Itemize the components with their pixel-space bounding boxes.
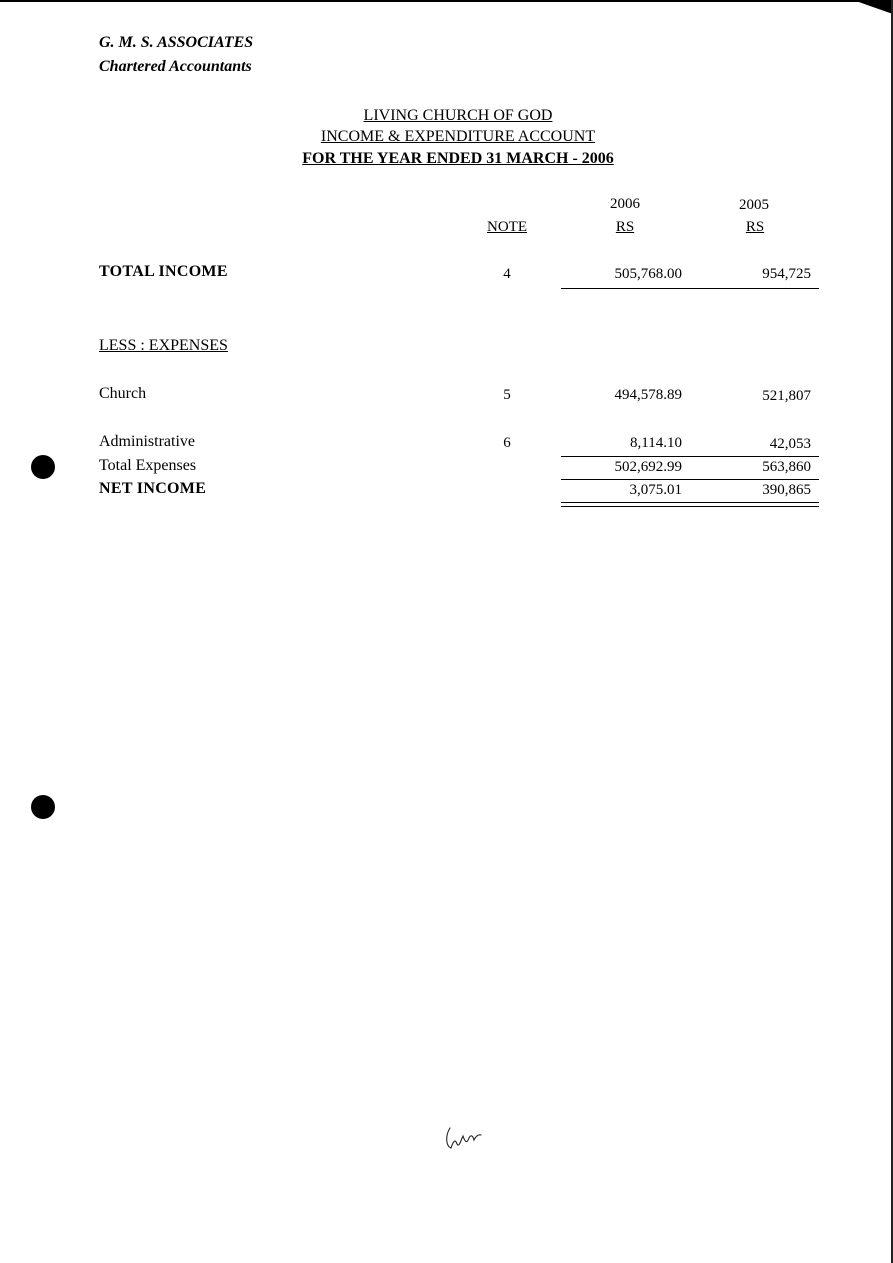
total-expenses-2006: 502,692.99 bbox=[614, 459, 682, 475]
total-income-label: TOTAL INCOME bbox=[99, 263, 228, 280]
year-2005-header: 2005 bbox=[739, 197, 769, 213]
church-2006: 494,578.89 bbox=[614, 387, 682, 403]
total-income-note: 4 bbox=[503, 266, 511, 282]
net-income-double-rule-top bbox=[561, 502, 819, 503]
administrative-label: Administrative bbox=[99, 433, 195, 450]
net-income-label: NET INCOME bbox=[99, 480, 207, 497]
total-expenses-2005: 563,860 bbox=[762, 459, 811, 475]
administrative-2005: 42,053 bbox=[769, 436, 811, 452]
punch-hole-lower bbox=[31, 795, 55, 819]
statement-title-entity: LIVING CHURCH OF GOD bbox=[363, 107, 553, 124]
statement-title-period: FOR THE YEAR ENDED 31 MARCH - 2006 bbox=[302, 150, 614, 167]
total-income-2006: 505,768.00 bbox=[614, 266, 682, 282]
currency-2005-header: RS bbox=[745, 219, 765, 235]
total-expenses-label: Total Expenses bbox=[99, 457, 197, 474]
firm-name: G. M. S. ASSOCIATES bbox=[99, 34, 254, 51]
administrative-2006: 8,114.10 bbox=[630, 435, 682, 451]
administrative-rule bbox=[561, 456, 819, 457]
note-header: NOTE bbox=[487, 219, 527, 235]
net-income-2006: 3,075.01 bbox=[629, 482, 682, 498]
statement-title-type: INCOME & EXPENDITURE ACCOUNT bbox=[320, 128, 596, 145]
punch-hole-upper bbox=[31, 455, 55, 479]
less-expenses-heading: LESS : EXPENSES bbox=[99, 337, 228, 354]
year-2006-header: 2006 bbox=[610, 196, 640, 212]
total-income-2005: 954,725 bbox=[762, 266, 811, 282]
administrative-note: 6 bbox=[503, 435, 511, 451]
handwritten-signature bbox=[440, 1118, 490, 1158]
firm-subtitle: Chartered Accountants bbox=[99, 58, 252, 75]
church-label: Church bbox=[99, 385, 147, 402]
net-income-2005: 390,865 bbox=[762, 482, 811, 498]
net-income-double-rule-bottom bbox=[561, 506, 819, 507]
church-2005: 521,807 bbox=[762, 388, 811, 404]
total-income-rule bbox=[561, 288, 819, 289]
scan-edge-top bbox=[0, 0, 893, 2]
scan-corner bbox=[853, 0, 893, 14]
currency-2006-header: RS bbox=[615, 219, 635, 235]
total-expenses-rule bbox=[561, 479, 819, 480]
church-note: 5 bbox=[503, 387, 511, 403]
